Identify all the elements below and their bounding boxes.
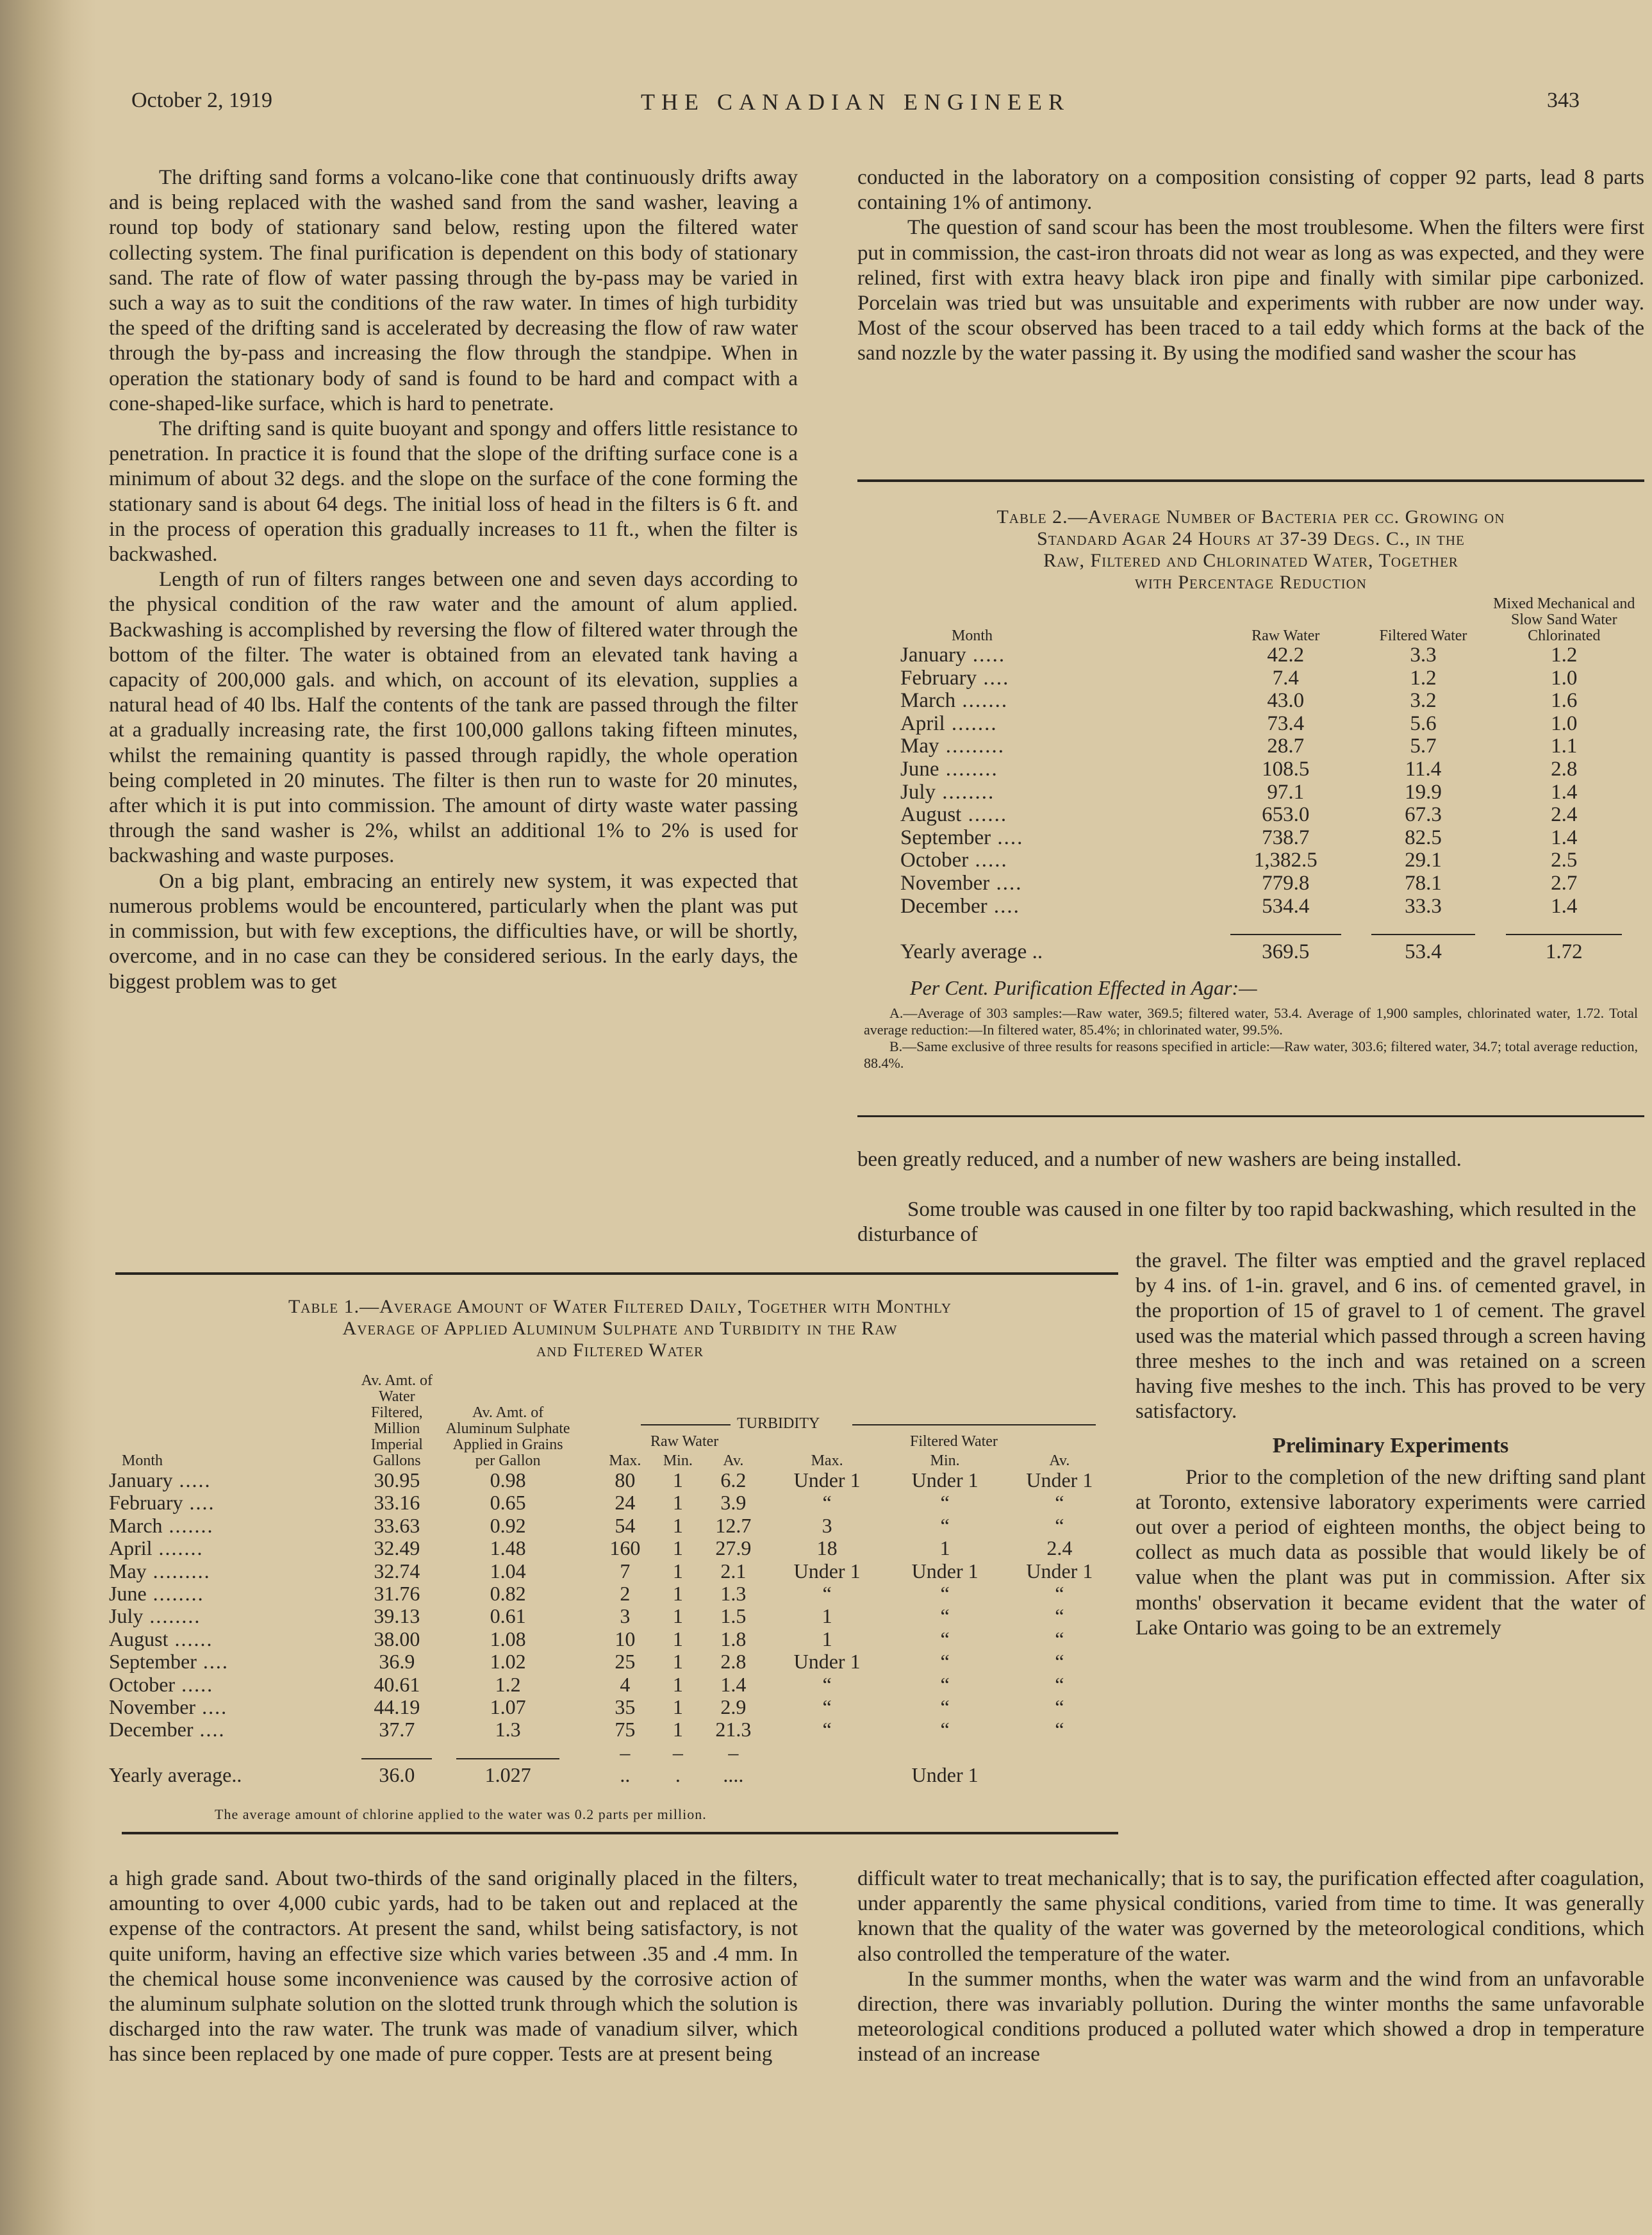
month-name: September — [900, 826, 991, 849]
right-column-mid-b — [857, 1197, 1644, 1247]
raw-water-label: Raw Water — [650, 1433, 719, 1450]
table1-row — [109, 1583, 1115, 1605]
table1-cell-raw-max: 24 — [615, 1491, 636, 1515]
month-name: May — [900, 735, 939, 758]
table2-cell-raw: 534.4 — [1262, 894, 1310, 918]
table1-yearly-row — [109, 1764, 1115, 1786]
table2-cell-filtered: 67.3 — [1405, 803, 1442, 827]
table2-top-rule — [857, 479, 1644, 482]
table1-cell-month: June ........ — [109, 1582, 204, 1606]
journal-page — [103, 0, 1652, 2235]
table1-row — [109, 1718, 1115, 1741]
table1-row — [109, 1674, 1115, 1696]
table1-header-raw-av: Av. — [723, 1452, 744, 1469]
table1-cell-filtered-max: “ — [822, 1491, 832, 1515]
paragraph: The drifting sand is quite buoyant and spongy and offers little resistance to penetration. In practice it is found that the slope of the drifting surface cone is a minimum of about 32 degs. and the slope on the surface of the cone forming the stationary sand is about 64 degs. The initial loss of head in the filters is 6 ft. and in the process of operation this gradually increases to 11 ft., when the filter is backwashed. — [109, 417, 798, 567]
table1-cell-month: March ....... — [109, 1513, 214, 1537]
table2-cell-mixed: 2.7 — [1551, 871, 1578, 895]
table2-cell-raw: 43.0 — [1267, 689, 1305, 713]
table1-cell-water: 30.95 — [374, 1468, 420, 1491]
table1-cell-raw-min: 1 — [672, 1582, 683, 1606]
table1-cell-raw-av: 2.8 — [720, 1650, 747, 1674]
table1-cell-alum: 1.48 — [490, 1536, 526, 1560]
purification-heading: Per Cent. Purification Effected in Agar:— — [910, 976, 1257, 999]
table1-header-filt-min: Min. — [930, 1452, 960, 1469]
table1-yearly-alum: 1.027 — [484, 1763, 531, 1787]
paragraph: been greatly reduced, and a number of new washers are being installed. — [857, 1148, 1462, 1171]
table1-cell-raw-max: 3 — [620, 1604, 631, 1628]
month-name: October — [900, 849, 969, 872]
table2-note-a: A.—Average of 303 samples:—Raw water, 369.5; filtered water, 53.4. Average of 1,900 samples, chlorinated water, 1.72. Total average reduction:—In filtered water, 85.4%; in chlorinated water, 99.5%. — [864, 1005, 1638, 1038]
table1-cell-raw-av: 27.9 — [715, 1536, 752, 1560]
table1-cell-filtered-max: 1 — [822, 1627, 832, 1650]
table1-cell-raw-av: 1.5 — [720, 1604, 747, 1628]
table2-cell-filtered: 11.4 — [1405, 757, 1442, 781]
table2-row — [900, 690, 1639, 713]
table2-note-b: B.—Same exclusive of three results for reasons specified in article:—Raw water, 303.6; filtered water, 34.7; total average reduction, 88.4%. — [864, 1038, 1638, 1071]
month-name: April — [900, 711, 945, 735]
table2-row — [900, 804, 1639, 827]
table1-footnote: The average amount of chlorine applied to the water was 0.2 parts per million. — [215, 1806, 707, 1822]
filtered-water-label: Filtered Water — [910, 1433, 998, 1450]
paragraph: The question of sand scour has been the most troublesome. When the filters were first put in commission, the cast-iron throats did not wear as long as was expected, and they were relined, first with extra heavy black iron pipe and finally with similar pipe carbonized. Porcelain was tried but was unsuitable and experiments with rubber are now under way. Most of the scour observed has been traced to a tail eddy which forms at the back of the sand nozzle by the water passing it. By using the modified sand washer the scour has — [857, 216, 1644, 365]
table2-header-month: Month — [952, 627, 993, 644]
table1-cell-raw-av: 2.1 — [720, 1559, 747, 1583]
paragraph: Some trouble was caused in one filter by too rapid backwashing, which resulted in the disturbance of — [857, 1198, 1637, 1247]
table1-row — [109, 1696, 1115, 1718]
table1-cell-water: 37.7 — [379, 1718, 415, 1741]
table1-cell-alum: 1.2 — [495, 1672, 521, 1696]
table2-row — [900, 895, 1639, 918]
month-name: June — [900, 757, 939, 781]
paragraph: Length of run of filters ranges between one and seven days according to the physical condition of the raw water and the amount of alum applied. Backwashing is accomplished by reversing the flow of filtered water through the bottom of the filter. The water is obtained from an elevated tank having a capacity of 200,000 gals. and which, on account of its elevation, supplies a natural head of 40 lbs. Half the contents of the tank are passed through the filter at a gradually increasing rate, the first 100,000 gallons taking fifteen minutes, whilst the remaining quantity is passed through rapidly, the whole operation being completed in 20 minutes. The filter is then run to waste for 20 minutes, after which it is put into commission. The amount of dirty waste water passing through the sand washer is 2%, whilst an additional 1% to 2% is used for backwashing and waste purposes. — [109, 568, 798, 868]
month-name: November — [109, 1695, 196, 1719]
table1-header-filt-max: Max. — [811, 1452, 843, 1469]
table2-cell-month: March ....... — [900, 689, 1009, 713]
month-name: December — [109, 1718, 194, 1741]
table1-cell-filtered-max: 1 — [822, 1604, 832, 1628]
month-name: February — [900, 666, 977, 690]
table2-header-mixed: Mixed Mechanical and Slow Sand Water Chlorinated — [1493, 595, 1635, 644]
table1-cell-raw-max: 35 — [615, 1695, 636, 1719]
table2-cell-raw: 738.7 — [1262, 826, 1310, 849]
journal-title: THE CANADIAN ENGINEER — [641, 89, 1070, 115]
month-name: June — [109, 1582, 147, 1606]
table2-cell-filtered: 78.1 — [1405, 871, 1442, 895]
table1-cell-month: May ......... — [109, 1559, 211, 1583]
table1-cell-filtered-av: “ — [1055, 1604, 1064, 1628]
right-column-bottom — [857, 1866, 1644, 2068]
issue-date: October 2, 1919 — [131, 88, 273, 112]
table2-cell-filtered: 5.7 — [1410, 735, 1437, 758]
table2-cell-mixed: 1.1 — [1551, 735, 1578, 758]
month-name: September — [109, 1650, 197, 1674]
table2-cell-month: December .... — [900, 894, 1020, 918]
table2-cell-raw: 28.7 — [1267, 735, 1305, 758]
table1-cell-alum: 0.98 — [490, 1468, 526, 1491]
table2-cell-mixed: 1.6 — [1551, 689, 1578, 713]
table1-cell-raw-max: 4 — [620, 1672, 631, 1696]
table2-cell-mixed: 1.4 — [1551, 894, 1578, 918]
table1-header-raw-min: Min. — [663, 1452, 693, 1469]
table1-header-raw-max: Max. — [609, 1452, 641, 1469]
table1-cell-filtered-max: “ — [822, 1582, 832, 1606]
right-column-top — [857, 165, 1644, 367]
paragraph: Prior to the completion of the new drifting sand plant at Toronto, extensive laboratory experiments were carried out over a period of eighteen months, the object being to collect as much data as possible that would likely be of value when the plant was put in commission. After six months' observation it became evident that the water of Lake Ontario was going to be an extremely — [1136, 1465, 1646, 1640]
table1-cell-filtered-max: Under 1 — [793, 1650, 861, 1674]
table2-yearly-filtered: 53.4 — [1405, 940, 1442, 963]
table2-cell-filtered: 3.3 — [1410, 644, 1437, 667]
table1-cell-filtered-av: “ — [1055, 1695, 1064, 1719]
table1-cell-filtered-min: “ — [940, 1695, 950, 1719]
table2-cell-month: August ...... — [900, 803, 1008, 827]
table2-cell-raw: 779.8 — [1262, 871, 1310, 895]
binding-gutter — [0, 0, 96, 2235]
table1-cell-water: 39.13 — [374, 1604, 420, 1628]
table2 — [900, 596, 1639, 963]
month-name: August — [900, 803, 962, 827]
table1-cell-filtered-max: Under 1 — [793, 1559, 861, 1583]
section-heading: Preliminary Experiments — [1272, 1434, 1509, 1458]
table2-cell-month: May ......... — [900, 735, 1005, 758]
table1-cell-alum: 0.92 — [490, 1513, 526, 1537]
table2-cell-raw: 97.1 — [1267, 780, 1305, 804]
table2-cell-month: January ..... — [900, 644, 1006, 667]
table1-cell-raw-max: 160 — [609, 1536, 641, 1560]
table2-cell-filtered: 29.1 — [1405, 849, 1442, 872]
table1-cell-alum: 0.82 — [490, 1582, 526, 1606]
table1-cell-raw-av: 21.3 — [715, 1718, 752, 1741]
page-number: 343 — [1547, 88, 1580, 112]
table1-cell-alum: 1.02 — [490, 1650, 526, 1674]
table1-cell-filtered-min: “ — [940, 1718, 950, 1741]
table1-bottom-rule — [122, 1832, 1118, 1834]
table1-header-filt-av: Av. — [1049, 1452, 1070, 1469]
table1-cell-raw-min: 1 — [672, 1491, 683, 1515]
table1-cell-raw-av: 1.8 — [720, 1627, 747, 1650]
table1-cell-filtered-min: “ — [940, 1604, 950, 1628]
table1-caption: Table 1.—Average Amount of Water Filtered Daily, Together with Monthly Average of Applied Aluminum Sulphate and Turbidity in the Raw and Filtered Water — [288, 1296, 952, 1361]
table2-caption: Table 2.—Average Number of Bacteria per cc. Growing on Standard Agar 24 Hours at 37-39 Degs. C., in the Raw, Filtered and Chlorinated Water, Together with Percentage Reduction — [996, 506, 1505, 593]
table1-cell-alum: 1.04 — [490, 1559, 526, 1583]
table1-cell-month: November .... — [109, 1695, 228, 1719]
table1-cell-filtered-av: 2.4 — [1046, 1536, 1073, 1560]
table1-yearly-water: 36.0 — [379, 1763, 415, 1787]
table2-cell-raw: 7.4 — [1272, 666, 1299, 690]
table1-row — [109, 1628, 1115, 1650]
table1-cell-water: 33.63 — [374, 1513, 420, 1537]
table1-cell-filtered-av: “ — [1055, 1718, 1064, 1741]
table1-cell-raw-min: 1 — [672, 1559, 683, 1583]
table1-cell-filtered-min: Under 1 — [911, 1468, 979, 1491]
table1-cell-filtered-av: “ — [1055, 1491, 1064, 1515]
table1-cell-raw-av: 12.7 — [715, 1513, 752, 1537]
table1-cell-month: December .... — [109, 1718, 226, 1741]
table1-cell-month: January ..... — [109, 1468, 211, 1491]
table1-cell-raw-min: 1 — [672, 1650, 683, 1674]
table2-cell-raw: 108.5 — [1262, 757, 1310, 781]
table1-top-rule — [115, 1272, 1118, 1275]
table1-cell-raw-av: 2.9 — [720, 1695, 747, 1719]
table2-cell-mixed: 2.4 — [1551, 803, 1578, 827]
month-name: January — [109, 1468, 173, 1491]
table2-bottom-rule — [857, 1115, 1644, 1117]
table2-cell-month: July ........ — [900, 780, 995, 804]
month-name: November — [900, 871, 990, 895]
paragraph: On a big plant, embracing an entirely new system, it was expected that numerous problems would be encountered, particularly when the plant was put in commission, but with few exceptions, the difficulties have, or will be shortly, overcome, and in no case can they be considered serious. In the early days, the biggest problem was to get — [109, 869, 798, 993]
table1-yearly-rav: .... — [723, 1763, 744, 1787]
left-column-top — [109, 165, 798, 995]
table1-cell-filtered-min: “ — [940, 1650, 950, 1674]
table2-cell-filtered: 5.6 — [1410, 711, 1437, 735]
table2-cell-month: September .... — [900, 826, 1024, 849]
table1-cell-filtered-min: “ — [940, 1627, 950, 1650]
turbidity-label: TURBIDITY — [737, 1415, 820, 1432]
running-head — [131, 88, 1580, 120]
table2-yearly-label: Yearly average .. — [900, 940, 1043, 963]
table2-cell-filtered: 82.5 — [1405, 826, 1442, 849]
table1-cell-raw-max: 2 — [620, 1582, 631, 1606]
table2-header-raw: Raw Water — [1251, 627, 1320, 644]
table2-cell-raw: 1,382.5 — [1253, 849, 1317, 872]
table1-cell-raw-max: 54 — [615, 1513, 636, 1537]
table1-cell-raw-max: 75 — [615, 1718, 636, 1741]
table1-cell-filtered-av: “ — [1055, 1627, 1064, 1650]
table1-cell-filtered-max: 18 — [816, 1536, 838, 1560]
table1-row — [109, 1491, 1115, 1514]
table1-cell-filtered-av: “ — [1055, 1582, 1064, 1606]
table1-cell-raw-min: 1 — [672, 1536, 683, 1560]
table1-cell-filtered-min: “ — [940, 1672, 950, 1696]
table1-row — [109, 1650, 1115, 1673]
table1-cell-water: 32.49 — [374, 1536, 420, 1560]
table2-cell-filtered: 19.9 — [1405, 780, 1442, 804]
table1-cell-filtered-min: “ — [940, 1491, 950, 1515]
table1-row — [109, 1537, 1115, 1559]
table1-cell-raw-min: 1 — [672, 1604, 683, 1628]
left-column-bottom — [109, 1866, 798, 2068]
table1-cell-alum: 1.07 — [490, 1695, 526, 1719]
table1-cell-month: October ..... — [109, 1672, 214, 1696]
table2-cell-mixed: 1.0 — [1551, 666, 1578, 690]
table2-cell-filtered: 3.2 — [1410, 689, 1437, 713]
table1-row — [109, 1605, 1115, 1627]
table2-cell-filtered: 33.3 — [1405, 894, 1442, 918]
month-name: March — [900, 689, 956, 713]
month-name: August — [109, 1627, 169, 1650]
right-column-mid — [857, 1147, 1644, 1172]
month-name: July — [109, 1604, 144, 1628]
paragraph: a high grade sand. About two-thirds of the sand originally placed in the filters, amounting to over 4,000 cubic yards, had to be taken out and replaced at the expense of the contractors. At present the sand, whilst being satisfactory, is not quite uniform, having an effective size which varies between .35 and .4 mm. In the chemical house some inconvenience was caused by the corrosive action of the aluminum sulphate solution on the slotted trunk through which the solution is discharged into the raw water. The trunk was made of vanadium silver, which has since been replaced by one made of pure copper. Tests are at present being — [109, 1867, 798, 2066]
table2-row — [900, 713, 1639, 736]
table2-cell-mixed: 1.4 — [1551, 780, 1578, 804]
table1-cell-filtered-av: “ — [1055, 1650, 1064, 1674]
table2-row — [900, 872, 1639, 895]
table1-yearly-fmin: Under 1 — [911, 1763, 979, 1787]
table2-cell-month: October ..... — [900, 849, 1008, 872]
paragraph: In the summer months, when the water was warm and the wind from an unfavorable direction, there was invariably pollution. During the winter months the same unfavorable meteorological conditions produced a polluted water which showed a drop in temperature instead of an increase — [857, 1967, 1644, 2066]
table1-yearly-rmin: . — [675, 1763, 681, 1787]
table2-cell-mixed: 2.5 — [1551, 849, 1578, 872]
table1-cell-water: 38.00 — [374, 1627, 420, 1650]
right-column-narrow — [1136, 1249, 1646, 1641]
table1-cell-filtered-max: 3 — [822, 1513, 832, 1537]
table1-cell-raw-max: 80 — [615, 1468, 636, 1491]
table1-cell-raw-av: 3.9 — [720, 1491, 747, 1515]
table1-cell-filtered-max: Under 1 — [793, 1468, 861, 1491]
table1-cell-month: February .... — [109, 1491, 215, 1515]
table1-cell-month: April ....... — [109, 1536, 204, 1560]
table2-row — [900, 849, 1639, 872]
table2-cell-raw: 73.4 — [1267, 711, 1305, 735]
table2-row — [900, 781, 1639, 804]
table1-cell-water: 44.19 — [374, 1695, 420, 1719]
table2-yearly-raw: 369.5 — [1262, 940, 1310, 963]
paragraph: The drifting sand forms a volcano-like cone that continuously drifts away and is being replaced with the washed sand from the sand washer, leaving a round top body of stationary sand below, resting upon the filtered water collecting system. The final purification is dependent on this body of stationary sand. The rate of flow of water passing through the by-pass may be varied in such a way as to suit the conditions of the raw water. In times of high turbidity the speed of the drifting sand is accelerated by decreasing the flow of raw water through the by-pass and increasing the flow through the standpipe. When in operation the stationary body of sand is found to be hard and compact with a cone-shaped-like surface, which is hard to penetrate. — [109, 166, 798, 415]
table1-header-alum: Av. Amt. of Aluminum Sulphate Applied in Grains per Gallon — [445, 1404, 570, 1469]
table2-yearly-row — [900, 941, 1639, 964]
table2-row — [900, 735, 1639, 758]
table1-yearly-label: Yearly average.. — [109, 1763, 242, 1787]
month-name: October — [109, 1672, 176, 1696]
table1-cell-water: 40.61 — [374, 1672, 420, 1696]
table1-cell-filtered-max: “ — [822, 1695, 832, 1719]
table2-cell-month: June ........ — [900, 757, 998, 781]
paragraph-continued: the gravel. The filter was emptied and the gravel replaced by 4 ins. of 1-in. gravel, and 6 ins. of cemented gravel, in the proportion of 15 of gravel to 1 of cement. The gravel used was the material which passed through a screen having three meshes to the inch and was retained on a screen having five meshes to the inch. This has proved to be very satisfactory. — [1136, 1249, 1646, 1424]
month-name: March — [109, 1513, 163, 1537]
table2-cell-mixed: 1.0 — [1551, 711, 1578, 735]
table1-cell-raw-av: 1.3 — [720, 1582, 747, 1606]
table1-cell-raw-av: 1.4 — [720, 1672, 747, 1696]
table2-notes — [864, 1005, 1638, 1072]
table1-row — [109, 1560, 1115, 1583]
table1-cell-raw-min: 1 — [672, 1718, 683, 1741]
table2-yearly-mixed: 1.72 — [1545, 940, 1583, 963]
table1-header-month: Month — [122, 1452, 163, 1469]
month-name: January — [900, 644, 966, 667]
table2-row — [900, 758, 1639, 781]
table2-cell-mixed: 2.8 — [1551, 757, 1578, 781]
table1-cell-water: 32.74 — [374, 1559, 420, 1583]
table1-cell-water: 33.16 — [374, 1491, 420, 1515]
table2-cell-raw: 653.0 — [1262, 803, 1310, 827]
table1-cell-raw-min: 1 — [672, 1468, 683, 1491]
table1-cell-filtered-max: “ — [822, 1718, 832, 1741]
table2-cell-raw: 42.2 — [1267, 644, 1305, 667]
month-name: May — [109, 1559, 147, 1583]
table2-row — [900, 827, 1639, 850]
table1-cell-filtered-min: Under 1 — [911, 1559, 979, 1583]
table2-cell-mixed: 1.2 — [1551, 644, 1578, 667]
month-name: December — [900, 894, 987, 918]
table1-cell-raw-min: 1 — [672, 1627, 683, 1650]
table1-cell-water: 31.76 — [374, 1582, 420, 1606]
table1: Month Av. Amt. of Water Filtered, Million Imperial Gallons Av. Amt. of Aluminum Sulphate Applied in Grains per Gallon Max. Min. Av. Max. Min. Av. January ..... 30.95 0.98 80 1 6.2 Under 1 Under 1 Under 1 February .... 33.16 0.65 24 1 3.9 “ “ “ March ....... 33.63 0.92 54 1 12.7 3 “ “ April ....... 32.49 1.48 160 1 27.9 18 1 2.4 May ......... 32.74 1.04 7 1 2.1 Under 1 Under 1 Under 1 June ........ 31.76 0.82 2 1 1.3 “ “ “ July ........ 39.13 0.61 3 1 1.5 1 “ “ August ...... 38.00 1.08 10 1 1.8 1 “ “ September .... 36.9 1.02 25 1 2.8 Under 1 “ “ October ..... 40.61 1.2 4 1 1.4 “ “ “ November .... 44.19 1.07 35 1 2.9 “ “ “ December .... 37.7 1.3 75 1 21.3 “ “ “ – – – Yearly average.. 36.0 1.027 .. . .... Under 1 — [109, 1373, 1115, 1787]
table1-cell-alum: 0.61 — [490, 1604, 526, 1628]
table1-row — [109, 1515, 1115, 1537]
table1-cell-alum: 0.65 — [490, 1491, 526, 1515]
table2-row — [900, 667, 1639, 690]
table1-cell-filtered-av: Under 1 — [1026, 1559, 1093, 1583]
table1-cell-raw-max: 10 — [615, 1627, 636, 1650]
table2-cell-month: November .... — [900, 871, 1023, 895]
table2-header-filtered: Filtered Water — [1379, 627, 1467, 644]
table1-yearly-rmax: .. — [620, 1763, 631, 1787]
table1-header-water: Av. Amt. of Water Filtered, Million Imperial Gallons — [361, 1372, 433, 1469]
table1-cell-raw-max: 7 — [620, 1559, 631, 1583]
table1-cell-filtered-min: 1 — [939, 1536, 950, 1560]
table1-cell-filtered-min: “ — [940, 1513, 950, 1537]
table1-cell-filtered-av: Under 1 — [1026, 1468, 1093, 1491]
table2-cell-filtered: 1.2 — [1410, 666, 1437, 690]
table2-cell-month: February .... — [900, 666, 1010, 690]
month-name: April — [109, 1536, 153, 1560]
table1-cell-water: 36.9 — [379, 1650, 415, 1674]
table1-cell-raw-min: 1 — [672, 1695, 683, 1719]
table1-cell-raw-min: 1 — [672, 1672, 683, 1696]
table1-cell-raw-max: 25 — [615, 1650, 636, 1674]
table1-cell-alum: 1.08 — [490, 1627, 526, 1650]
table1-cell-month: July ........ — [109, 1604, 201, 1628]
paragraph: difficult water to treat mechanically; that is to say, the purification effected after coagulation, under apparently the same physical conditions, varied from time to time. It was generally known that the quality of the water was governed by the meteorological conditions, which also controlled the temperature of the water. — [857, 1867, 1644, 1966]
table1-cell-filtered-av: “ — [1055, 1513, 1064, 1537]
table1-cell-filtered-max: “ — [822, 1672, 832, 1696]
table1-cell-raw-av: 6.2 — [720, 1468, 747, 1491]
table2-cell-month: April ....... — [900, 711, 998, 735]
table1-cell-raw-min: 1 — [672, 1513, 683, 1537]
paragraph: conducted in the laboratory on a composition consisting of copper 92 parts, lead 8 parts containing 1% of antimony. — [857, 166, 1644, 215]
table2-cell-mixed: 1.4 — [1551, 826, 1578, 849]
table1-cell-month: August ...... — [109, 1627, 213, 1650]
table1-cell-filtered-av: “ — [1055, 1672, 1064, 1696]
table2-row — [900, 644, 1639, 667]
table1-cell-month: September .... — [109, 1650, 229, 1674]
table1-cell-filtered-min: “ — [940, 1582, 950, 1606]
table1-row — [109, 1469, 1115, 1491]
table1-cell-alum: 1.3 — [495, 1718, 521, 1741]
month-name: February — [109, 1491, 183, 1515]
month-name: July — [900, 780, 936, 804]
